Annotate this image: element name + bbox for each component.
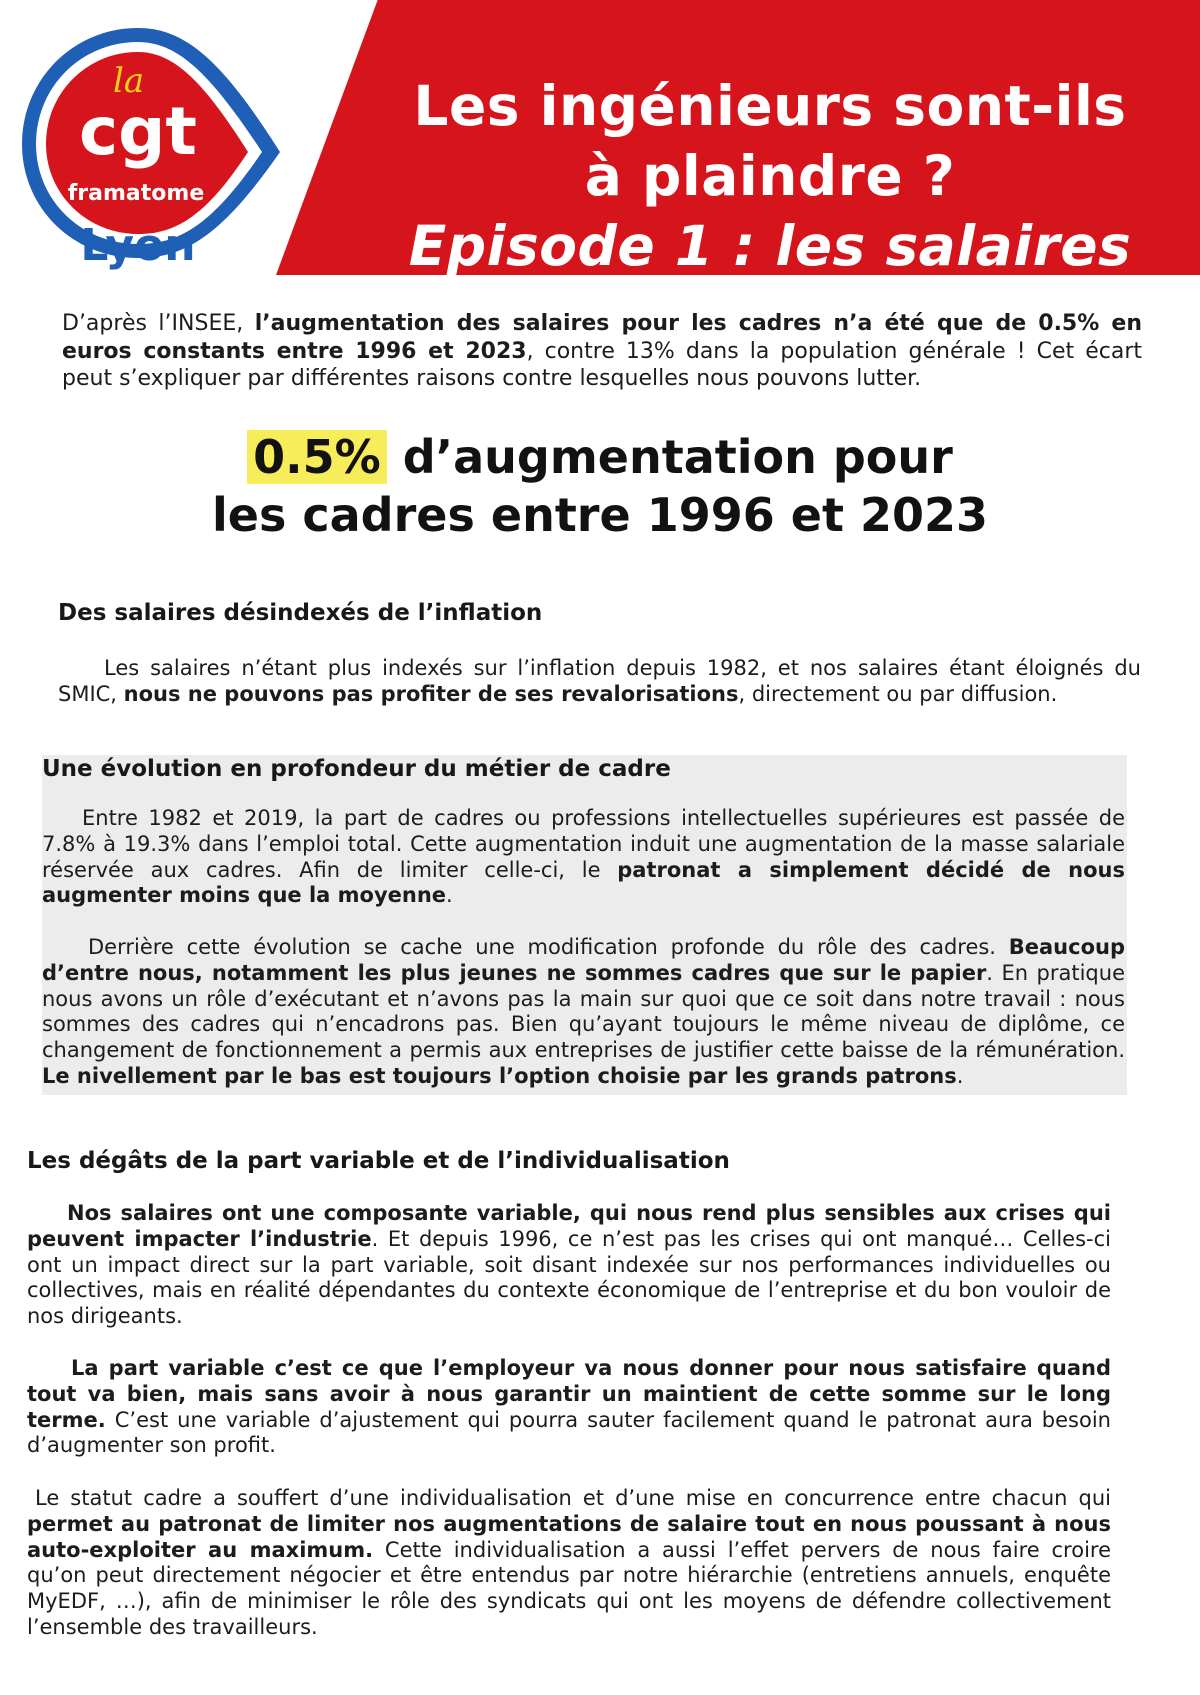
- cadre-p2-rest: .: [956, 1063, 964, 1088]
- header-subtitle: Episode 1 : les salaires: [408, 213, 1132, 278]
- variable-p1-rest: . Et depuis 1996, ce n’est pas les crises qui ont manqué… Celles-ci ont un impact direct sur la part variable, soit disant indexée sur nos performances individuelles ou collectives, mais en réalité dépendantes du contexte économique de l’entreprise et du bon vouloir de nos dirigeants.: [27, 1226, 1111, 1329]
- cadre-p2-bold2: Le nivellement par le bas est toujours l’option choisie par les grands patrons: [42, 1063, 957, 1088]
- variable-p3-bold: permet au patronat de limiter nos augmentations de salaire tout en nous poussant à nous auto-exploiter au maximum.: [27, 1511, 1111, 1562]
- header-title-line2: à plaindre ?: [584, 143, 956, 208]
- intro-lead: D’après l’INSEE,: [62, 311, 255, 336]
- variable-pay-paragraph-1: [27, 1201, 1111, 1330]
- header-title-line1: Les ingénieurs sont-ils: [413, 73, 1127, 138]
- variable-pay-paragraph-2: [27, 1356, 1111, 1459]
- cadre-p1-bold: patronat a simplement décidé de nous augmenter moins que la moyenne: [42, 857, 1125, 908]
- headline-line1-rest: d’augmentation pour: [386, 430, 953, 484]
- inflation-lead: Les salaires n’étant plus indexés sur l’inflation depuis 1982, et nos salaires étant éloignés du SMIC,: [58, 656, 1141, 706]
- variable-p2-bold: La part variable c’est ce que l’employeur va nous donner pour nous satisfaire quand tout va bien, mais sans avoir à nous garantir un maintient de cette somme sur le long terme.: [27, 1356, 1111, 1432]
- logo-script-la: la: [113, 61, 145, 101]
- section-inflation-paragraph: [58, 656, 1141, 708]
- cadre-p1-rest: .: [446, 883, 453, 908]
- cadre-p2-lead: Derrière cette évolution se cache une modification profonde du rôle des cadres.: [88, 935, 1009, 959]
- cadre-evolution-paragraph-1: [42, 806, 1125, 909]
- cadre-p2-bold1: Beaucoup d’entre nous, notamment les plus jeunes ne sommes cadres que sur le papier: [42, 935, 1125, 985]
- header-title: [360, 71, 1180, 281]
- section-title-cadre-evolution: Une évolution en profondeur du métier de cadre: [42, 756, 671, 782]
- variable-pay-paragraph-3: [27, 1486, 1111, 1641]
- variable-p1-bold: Nos salaires ont une composante variable, qui nous rend plus sensibles aux crises qui peuvent impacter l’industrie: [27, 1201, 1111, 1251]
- cadre-p1-lead: Entre 1982 et 2019, la part de cadres ou professions intellectuelles supérieures est passée de 7.8% à 19.3% dans l’emploi total. Cette augmentation induit une augmentation de la masse salariale réservée aux cadres. Afin de limiter celle-ci, le: [42, 806, 1125, 882]
- section-title-variable-pay: Les dégâts de la part variable et de l’individualisation: [27, 1148, 730, 1174]
- logo-cgt-text: cgt: [79, 93, 197, 170]
- section-title-inflation: Des salaires désindexés de l’inflation: [58, 600, 543, 626]
- key-figure-headline: [100, 428, 1100, 544]
- intro-rest: , contre 13% dans la population générale ! Cet écart peut s’expliquer par différentes raisons contre lesquelles nous pouvons lutter.: [62, 338, 1142, 391]
- logo-company-text: framatome: [67, 181, 205, 206]
- inflation-rest: , directement ou par diffusion.: [738, 681, 1058, 706]
- variable-p3-rest: Cette individualisation a aussi l’effet pervers de nous faire croire qu’on peut directement négocier et être entendus par notre hiérarchie (entretiens annuels, enquête MyEDF, …), afin de minimiser le rôle des syndicats qui ont les moyens de défendre collectivement l’ensemble des travailleurs.: [27, 1537, 1111, 1639]
- intro-bold: l’augmentation des salaires pour les cadres n’a été que de 0.5% en euros constants entre 1996 et 2023: [62, 311, 1143, 364]
- logo-city-text: Lyon: [80, 220, 196, 271]
- headline-line2: les cadres entre 1996 et 2023: [212, 488, 988, 542]
- cadre-p2-mid: . En pratique nous avons un rôle d’exécutant et n’avons pas la main sur quoi que ce soit dans notre travail : nous sommes des cadres qui n’encadrons pas. Bien qu’ayant toujours le même niveau de diplôme, ce changement de fonctionnement a permis aux entreprises de justifier cette baisse de la rémunération.: [42, 960, 1125, 1063]
- variable-p3-lead: Le statut cadre a souffert d’une individualisation et d’une mise en concurrence entre chacun qui: [35, 1486, 1111, 1510]
- variable-p2-rest: C’est une variable d’ajustement qui pourra sauter facilement quand le patronat aura besoin d’augmenter son profit.: [27, 1407, 1111, 1458]
- highlighted-figure: 0.5%: [247, 430, 387, 484]
- cgt-framatome-lyon-logo: [18, 22, 288, 272]
- inflation-bold: nous ne pouvons pas profiter de ses revalorisations: [123, 681, 739, 706]
- intro-paragraph: [62, 310, 1142, 393]
- cadre-evolution-paragraph-2: [42, 935, 1125, 1090]
